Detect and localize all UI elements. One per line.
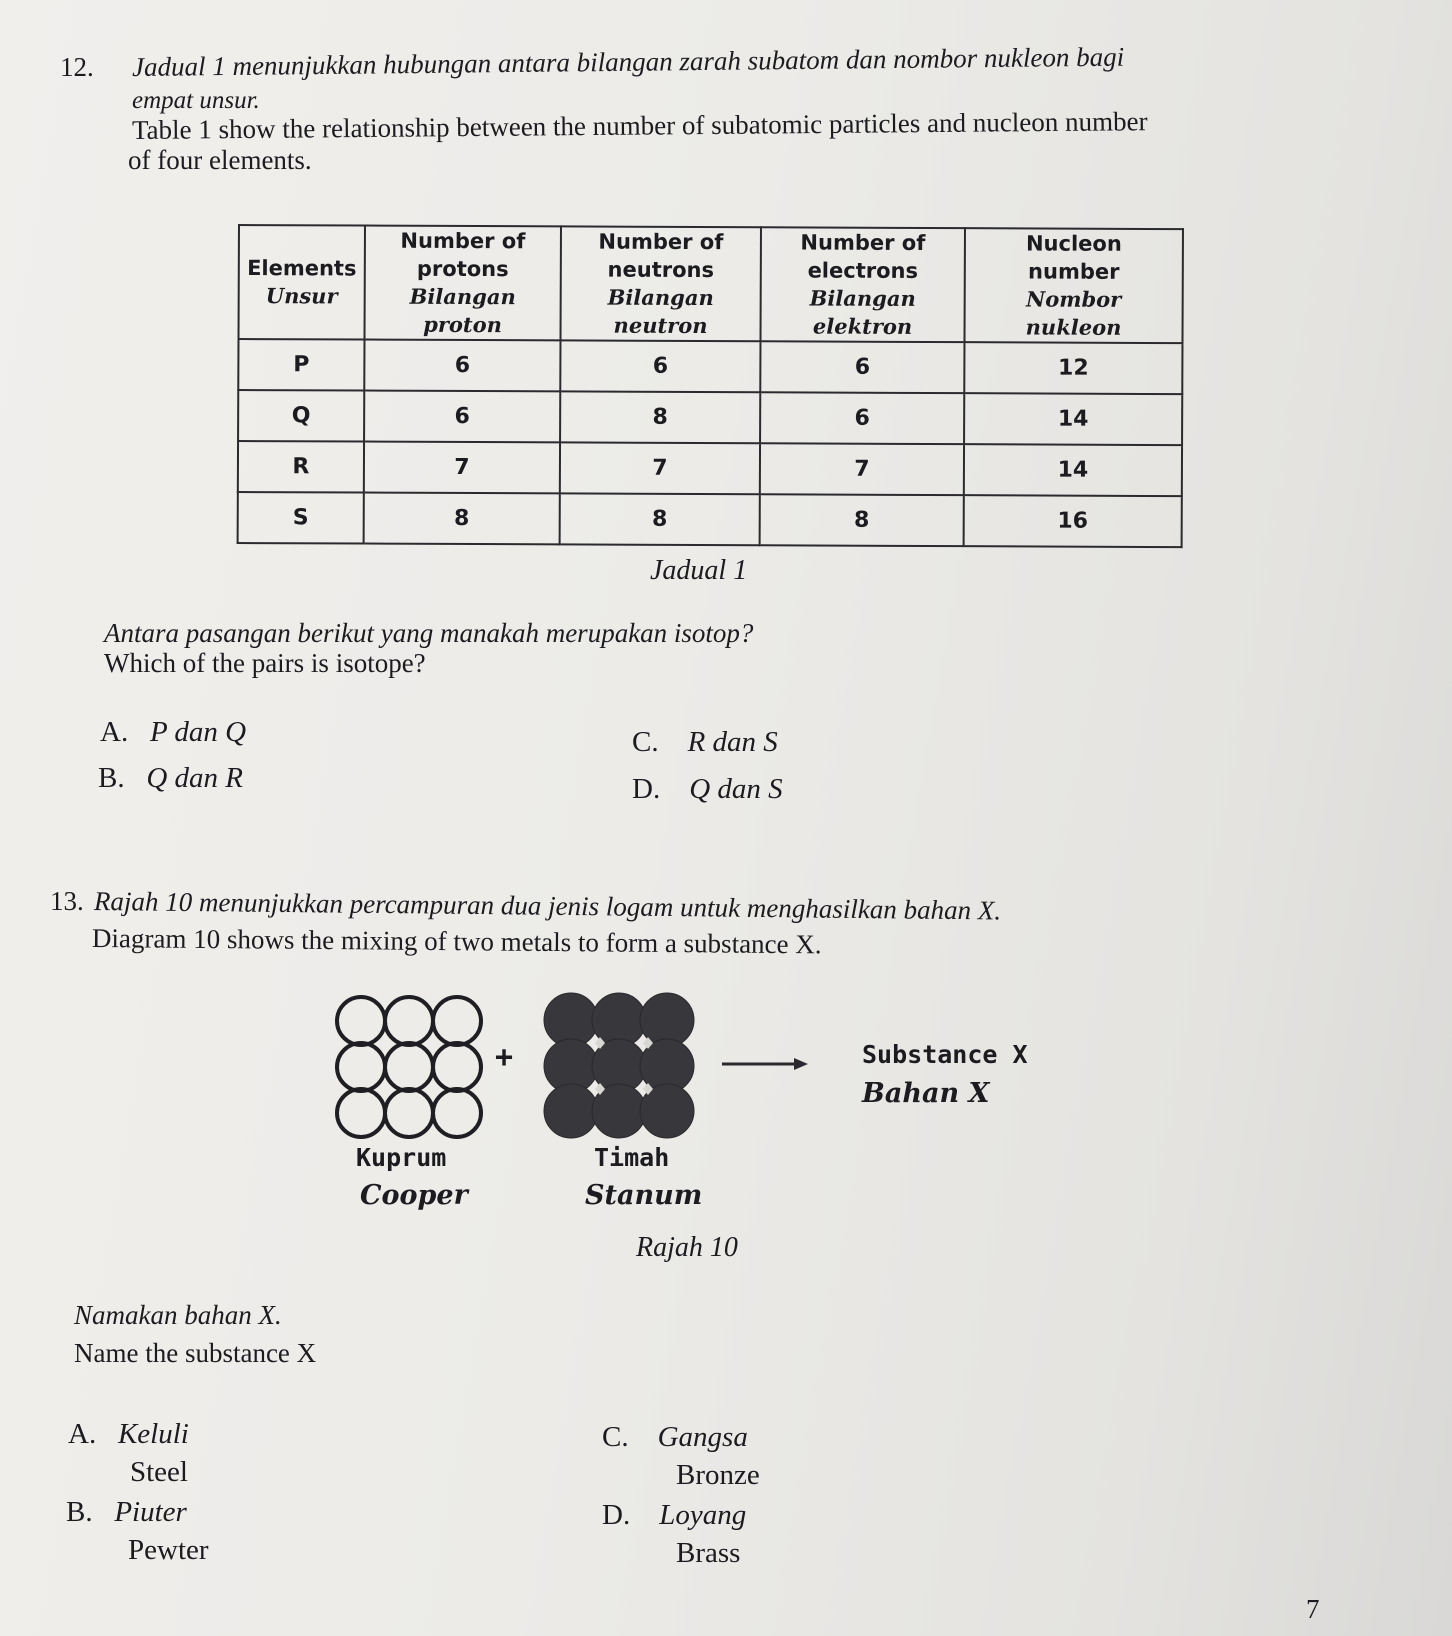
table-header-row — [238, 225, 1182, 343]
cell-element: Q — [238, 390, 364, 442]
cell-neutrons: 6 — [560, 340, 760, 392]
table-row — [238, 339, 1182, 394]
cell-protons: 8 — [364, 493, 560, 545]
arrow-right-icon — [722, 1056, 810, 1072]
copper-atoms — [337, 997, 481, 1137]
q12-stem-english-line1: Table 1 show the relationship between the number of subatomic particles and nucleon number — [131, 106, 1148, 145]
q12-number: 12. — [60, 52, 94, 82]
q13-number: 13. — [50, 886, 84, 916]
page-number: 7 — [1306, 1594, 1320, 1624]
product-label-english: Substance X — [862, 1040, 1028, 1069]
cell-electrons: 8 — [760, 494, 964, 546]
cell-protons: 6 — [364, 340, 560, 392]
q13-question-english: Name the substance X — [74, 1338, 317, 1368]
header-electrons: Number of electrons Bilangan elektron — [760, 227, 964, 342]
q13-question-malay: Namakan bahan X. — [74, 1300, 282, 1330]
cell-element: P — [238, 339, 364, 391]
q12-stem-malay-line1: Jadual 1 menunjukkan hubungan antara bilangan zarah subatom dan nombor nukleon bagi — [131, 41, 1125, 82]
q13-stem-english: Diagram 10 shows the mixing of two metals to form a substance X. — [91, 923, 822, 960]
copper-label-malay: Kuprum — [356, 1143, 447, 1172]
cell-electrons: 6 — [760, 341, 964, 393]
header-neutrons: Number of neutrons Bilangan neutron — [560, 226, 760, 341]
q12-option-a[interactable]: A. P dan Q — [100, 716, 247, 748]
tin-atoms — [544, 993, 694, 1138]
plus-sign: + — [495, 1040, 514, 1075]
tin-label-latin: Stanum — [585, 1180, 703, 1211]
q12-option-d[interactable]: D. Q dan S — [632, 773, 783, 805]
cell-neutrons: 8 — [560, 493, 760, 545]
q12-question-malay: Antara pasangan berikut yang manakah merupakan isotop? — [104, 618, 754, 648]
header-protons: Number of protons Bilangan proton — [364, 226, 560, 341]
header-nucleon-number: Nucleon number Nombor nukleon — [964, 228, 1182, 343]
product-label-malay: Bahan X — [862, 1078, 990, 1109]
q13-stem-malay: Rajah 10 menunjukkan percampuran dua jenis logam untuk menghasilkan bahan X. — [93, 886, 1002, 926]
cell-nucleon: 12 — [964, 342, 1182, 394]
mixing-diagram — [330, 990, 710, 1140]
cell-protons: 7 — [364, 442, 560, 494]
table-row — [238, 441, 1182, 496]
q12-option-c[interactable]: C. R dan S — [632, 726, 778, 758]
cell-protons: 6 — [364, 391, 560, 443]
cell-electrons: 7 — [760, 443, 964, 495]
cell-neutrons: 7 — [560, 442, 760, 494]
q13-option-c[interactable]: C. Gangsa Bronze — [602, 1421, 760, 1491]
q12-stem-malay-line2: empat unsur. — [132, 87, 260, 114]
table-caption: Jadual 1 — [650, 555, 748, 586]
cell-element: S — [238, 492, 364, 544]
cell-nucleon: 14 — [964, 444, 1182, 496]
q13-option-a[interactable]: A. Keluli Steel — [68, 1418, 189, 1488]
q12-option-b[interactable]: B. Q dan R — [98, 762, 244, 794]
table-row — [238, 492, 1182, 547]
cell-element: R — [238, 441, 364, 493]
q12-stem-english-line2: of four elements. — [128, 145, 312, 175]
table-row — [238, 390, 1182, 445]
q13-option-d[interactable]: D. Loyang Brass — [602, 1499, 747, 1569]
cell-electrons: 6 — [760, 392, 964, 444]
cell-nucleon: 16 — [964, 495, 1182, 547]
copper-label-english: Cooper — [360, 1180, 468, 1211]
diagram-caption: Rajah 10 — [636, 1232, 738, 1263]
q12-question-english: Which of the pairs is isotope? — [104, 648, 426, 678]
cell-nucleon: 14 — [964, 393, 1182, 445]
header-elements: Elements Unsur — [238, 225, 364, 340]
element-table — [237, 224, 1184, 548]
tin-label-malay: Timah — [594, 1143, 670, 1172]
q13-option-b[interactable]: B. Piuter Pewter — [66, 1496, 209, 1566]
cell-neutrons: 8 — [560, 391, 760, 443]
